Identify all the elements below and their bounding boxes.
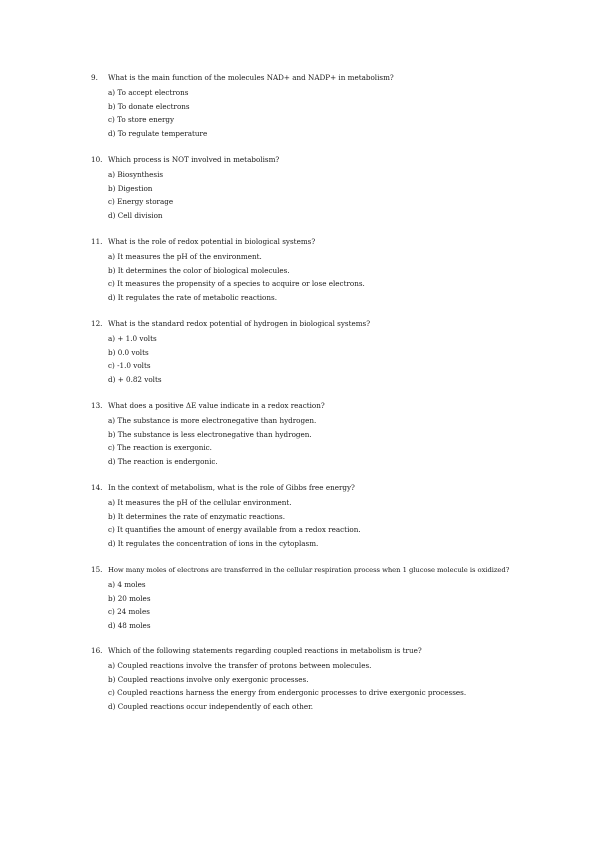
answer-options [0,659,600,714]
option-d: d) + 0.82 volts [108,375,162,385]
option-b: b) 0.0 volts [108,347,149,357]
option-c: c) It measures the propensity of a species to acquire or lose electrons. [108,279,365,289]
option-b: b) Digestion [108,183,153,193]
answer-options [0,332,600,387]
question-15 [0,564,600,633]
question-11 [0,236,600,305]
option-b: b) The substance is less electronegative than hydrogen. [108,429,312,439]
answer-options [0,578,600,633]
option-d: d) Cell division [108,211,163,221]
question-text: Which process is NOT involved in metabolism? [108,155,280,164]
question-number: 14. [91,483,103,492]
question-16 [0,645,600,714]
option-b: b) It determines the color of biological molecules. [108,265,290,275]
option-b: b) 20 moles [108,593,151,603]
question-12 [0,318,600,387]
question-number: 16. [91,646,103,655]
option-b: b) To donate electrons [108,101,190,111]
option-a: a) It measures the pH of the cellular environment. [108,498,292,507]
option-d: d) To regulate temperature [108,129,208,139]
option-d: d) It regulates the concentration of ions in the cytoplasm. [108,539,319,549]
question-number: 11. [91,237,103,246]
option-a: a) Biosynthesis [108,170,164,179]
question-10 [0,154,600,223]
question-9 [0,72,600,141]
answer-options [0,168,600,223]
question-13 [0,400,600,469]
question-number: 13. [91,401,103,410]
answer-options [0,414,600,469]
option-a: a) To accept electrons [108,88,189,97]
option-c: c) 24 moles [108,607,150,617]
option-a: a) + 1.0 volts [108,334,157,343]
question-text: What is the role of redox potential in biological systems? [108,237,316,246]
option-c: c) The reaction is exergonic. [108,443,212,453]
answer-options [0,496,600,551]
option-c: c) -1.0 volts [108,361,151,371]
option-a: a) Coupled reactions involve the transfer of protons between molecules. [108,661,372,670]
question-number: 9. [91,73,98,82]
option-a: a) 4 moles [108,580,146,589]
question-text: What is the standard redox potential of hydrogen in biological systems? [108,319,371,328]
answer-options [0,250,600,305]
option-b: b) It determines the rate of enzymatic reactions. [108,511,286,521]
option-c: c) Energy storage [108,197,174,207]
question-text: How many moles of electrons are transferred in the cellular respiration process when 1 glucose molecule is oxidized? [108,566,510,574]
question-text: In the context of metabolism, what is the role of Gibbs free energy? [108,483,355,492]
option-a: a) It measures the pH of the environment. [108,252,262,261]
option-a: a) The substance is more electronegative than hydrogen. [108,416,317,425]
option-b: b) Coupled reactions involve only exergonic processes. [108,674,309,684]
question-number: 10. [91,155,103,164]
answer-options [0,86,600,141]
option-d: d) The reaction is endergonic. [108,457,218,467]
option-d: d) 48 moles [108,621,151,631]
question-text: Which of the following statements regarding coupled reactions in metabolism is true? [108,646,422,655]
question-text: What does a positive ΔE value indicate in a redox reaction? [108,401,325,410]
option-d: d) It regulates the rate of metabolic reactions. [108,293,277,303]
question-14 [0,482,600,551]
question-number: 15. [91,565,103,574]
question-text: What is the main function of the molecules NAD+ and NADP+ in metabolism? [108,73,394,82]
option-d: d) Coupled reactions occur independently of each other. [108,702,314,712]
option-c: c) Coupled reactions harness the energy from endergonic processes to drive exergonic processes. [108,688,467,698]
option-c: c) It quantifies the amount of energy available from a redox reaction. [108,525,361,535]
question-number: 12. [91,319,103,328]
option-c: c) To store energy [108,115,175,125]
